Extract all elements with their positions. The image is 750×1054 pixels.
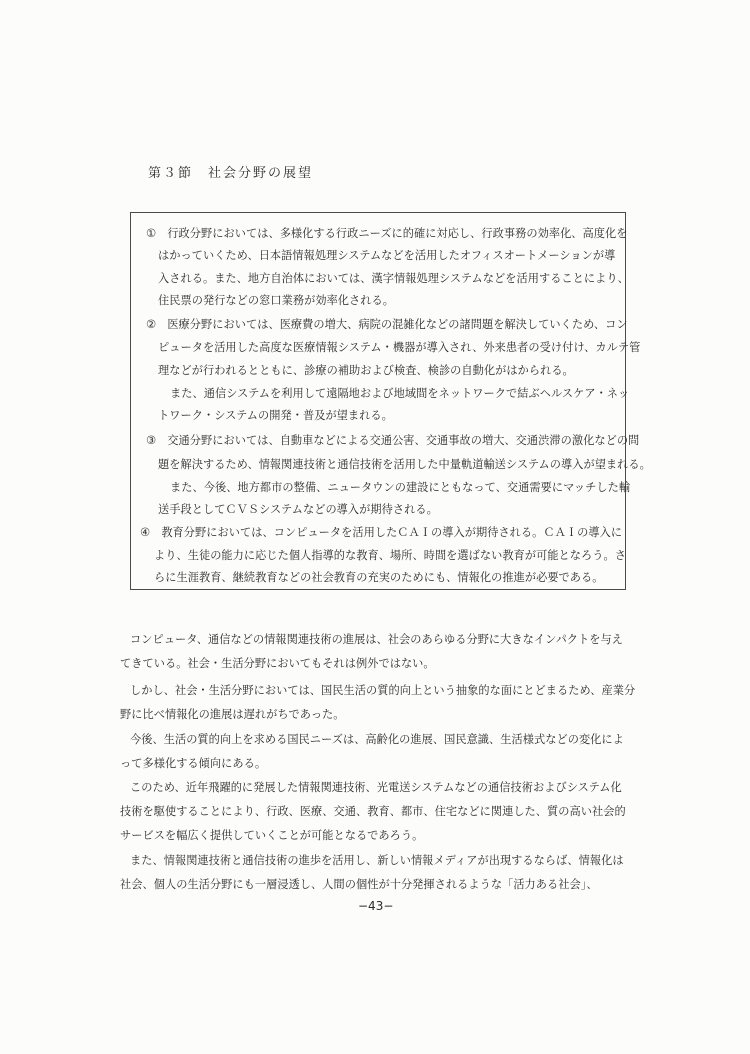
summary-line: ③ 交通分野においては、自動車などによる交通公害、交通事故の増大、交通渋滞の激化などの問 xyxy=(146,434,640,447)
summary-line: はかっていくため、日本語情報処理システムなどを活用したオフィスオートメーションが導 xyxy=(158,249,616,262)
body-line: また、情報関連技術と通信技術の進歩を活用し、新しい情報メディアが出現するならば、情報化は xyxy=(130,854,624,867)
summary-line: より、生徒の能力に応じた個人指導的な教育、場所、時間を選ばない教育が可能となろう。さ xyxy=(154,549,626,562)
summary-line: 理などが行われるとともに、診療の補助および検査、検診の自動化がはかられる。 xyxy=(158,364,574,377)
summary-line: また、通信システムを利用して遠隔地および地域間をネットワークで結ぶヘルスケア・ネッ xyxy=(170,387,630,400)
body-line: って多様化する傾向にある。 xyxy=(120,757,267,770)
body-line: 技術を駆使することにより、行政、医療、交通、教育、都市、住宅などに関連した、質の高い社会的 xyxy=(120,805,626,818)
body-line: 社会、個人の生活分野にも一層浸透し、人間の個性が十分発揮されるような「活力ある社会」、 xyxy=(120,878,598,891)
summary-line: 題を解決するため、情報関連技術と通信技術を活用した中量軌道輸送システムの導入が望まれる。 xyxy=(158,458,651,471)
summary-line: らに生涯教育、継続教育などの社会教育の充実のためにも、情報化の推進が必要である。 xyxy=(154,571,604,584)
summary-line: ピュータを活用した高度な医療情報システム・機器が導入され、外来患者の受け付け、カルテ管 xyxy=(158,341,641,354)
body-line: てきている。社会・生活分野においてもそれは例外ではない。 xyxy=(120,657,435,670)
body-line: サービスを幅広く提供していくことが可能となるであろう。 xyxy=(120,829,424,842)
summary-line: また、今後、地方都市の整備、ニュータウンの建設にともなって、交通需要にマッチした輸 xyxy=(170,481,631,494)
summary-line: ② 医療分野においては、医療費の増大、病院の混雑化などの諸問題を解決していくため、コン xyxy=(146,318,628,331)
summary-line: ① 行政分野においては、多様化する行政ニーズに的確に対応し、行政事務の効率化、高度化を xyxy=(146,227,628,240)
section-title: 第３節 社会分野の展望 xyxy=(148,166,314,181)
body-line: 今後、生活の質的向上を求める国民ニーズは、高齢化の進展、国民意識、生活様式などの変化によ xyxy=(130,733,624,746)
summary-line: 入される。また、地方自治体においては、漢字情報処理システムなどを活用することにより、 xyxy=(158,272,629,285)
body-line: このため、近年飛躍的に発展した情報関連技術、光電送システムなどの通信技術およびシステム化 xyxy=(130,781,622,794)
body-line: 野に比べ情報化の進展は遅れがちであった。 xyxy=(120,708,345,721)
summary-line: 住民票の発行などの窓口業務が効率化される。 xyxy=(158,294,394,307)
page-number: −43− xyxy=(358,899,394,913)
summary-line: トワーク・システムの開発・普及が望まれる。 xyxy=(158,409,393,422)
body-line: コンピュータ、通信などの情報関連技術の進展は、社会のあらゆる分野に大きなインパクトを与え xyxy=(130,633,623,646)
body-line: しかし、社会・生活分野においては、国民生活の質的向上という抽象的な面にとどまるため、産業分 xyxy=(130,684,636,697)
summary-line: ④ 教育分野においては、コンピュータを活用したＣＡＩの導入が期待される。ＣＡＩの導入に xyxy=(140,526,623,539)
summary-line: 送手段としてＣＶＳシステムなどの導入が期待される。 xyxy=(158,503,438,516)
